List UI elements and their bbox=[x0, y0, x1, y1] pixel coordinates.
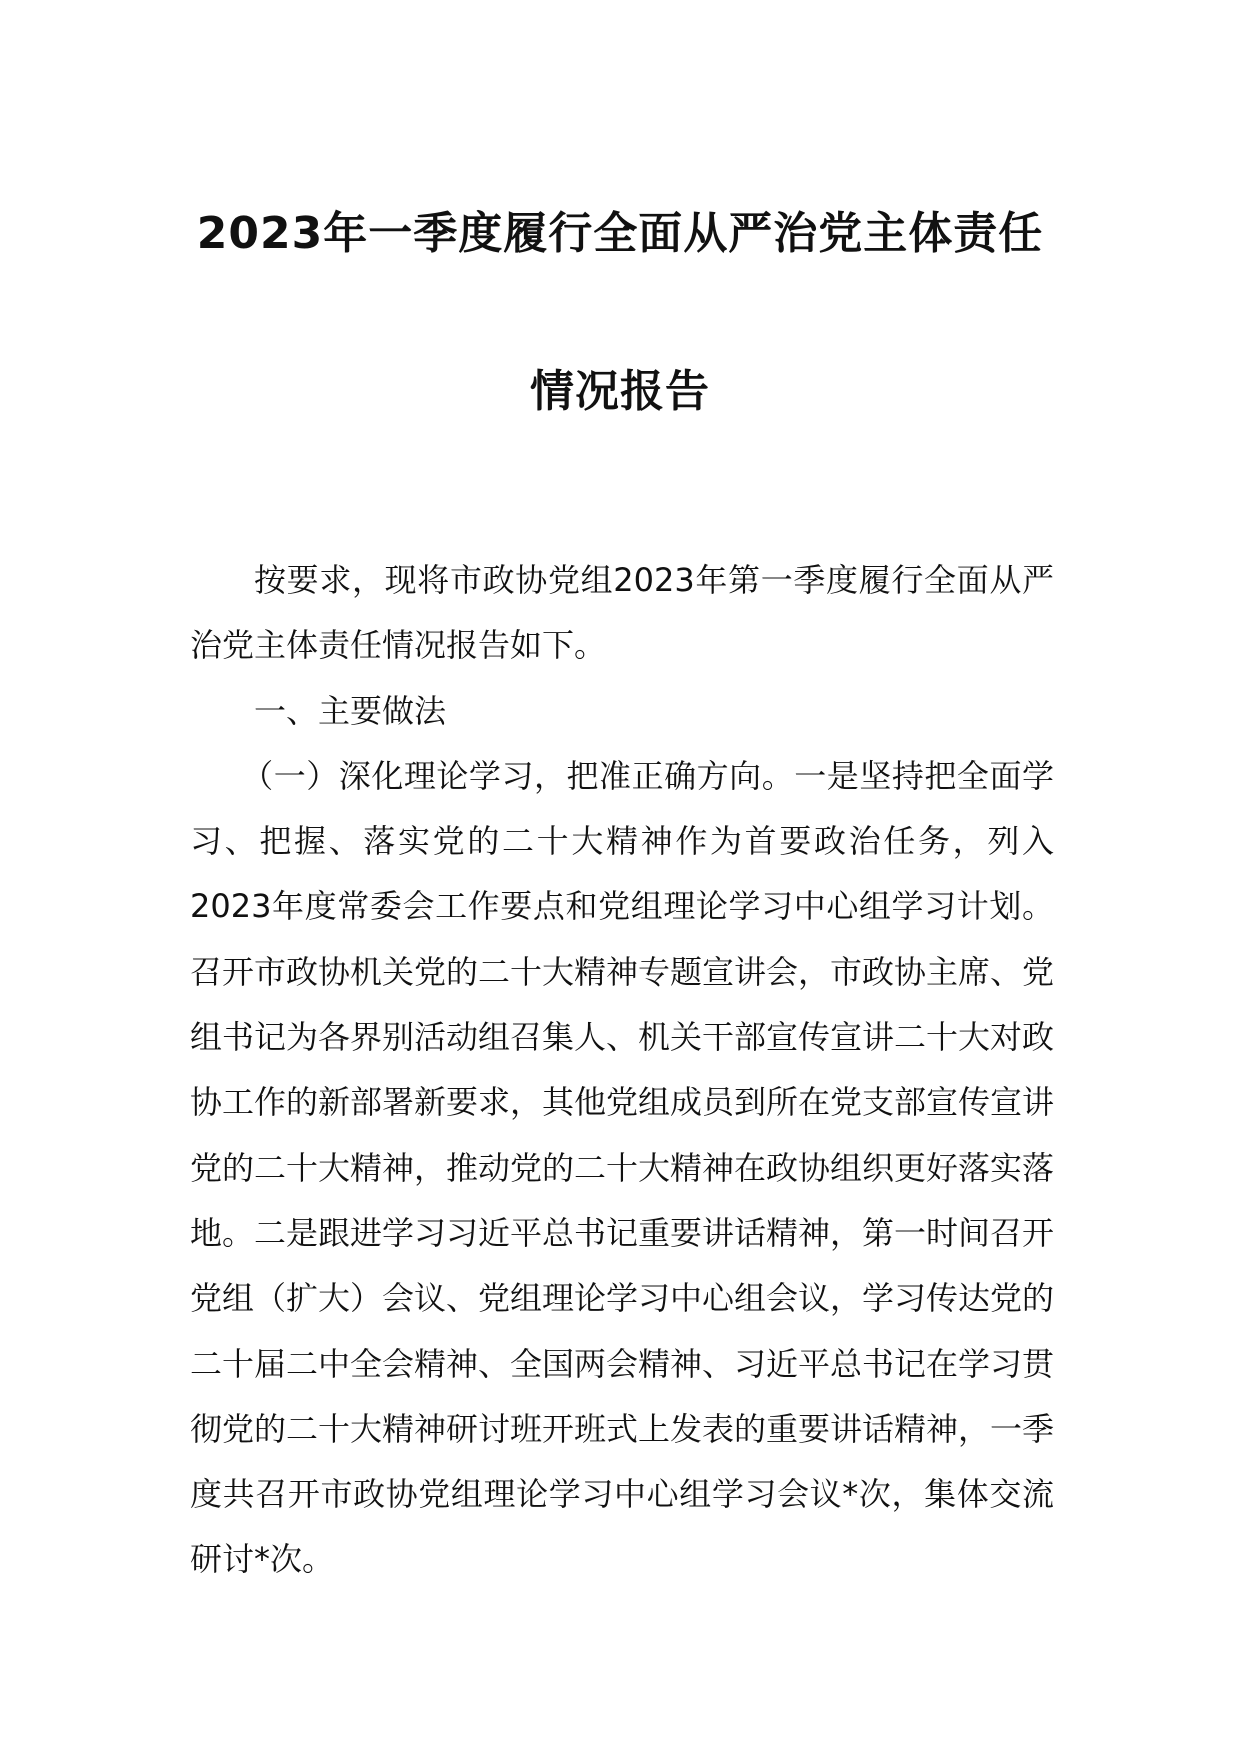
subsection-paragraph-theory-study: （一）深化理论学习，把准正确方向。一是坚持把全面学习、把握、落实党的二十大精神作为首要政治任务，列入2023年度常委会工作要点和党组理论学习中心组学习计划。召开市政协机关党的二十大精神专题宣讲会，市政协主席、党组书记为各界别活动组召集人、机关干部宣传宣讲二十大对政协工作的新部署新要求，其他党组成员到所在党支部宣传宣讲党的二十大精神，推动党的二十大精神在政协组织更好落实落地。二是跟进学习习近平总书记重要讲话精神，第一时间召开党组（扩大）会议、党组理论学习中心组会议，学习传达党的二十届二中全会精神、全国两会精神、习近平总书记在学习贯彻党的二十大精神研讨班开班式上发表的重要讲话精神，一季度共召开市政协党组理论学习中心组学习会议*次，集体交流研讨*次。 bbox=[190, 756, 1055, 1579]
report-body bbox=[190, 548, 1054, 1593]
report-title-line-1: 2023年一季度履行全面从严治党主体责任 bbox=[196, 208, 1044, 259]
report-title-line-2: 情况报告 bbox=[530, 366, 710, 417]
section-heading-main-practices: 一、主要做法 bbox=[254, 691, 447, 730]
intro-paragraph: 按要求，现将市政协党组2023年第一季度履行全面从严治党主体责任情况报告如下。 bbox=[190, 561, 1054, 665]
